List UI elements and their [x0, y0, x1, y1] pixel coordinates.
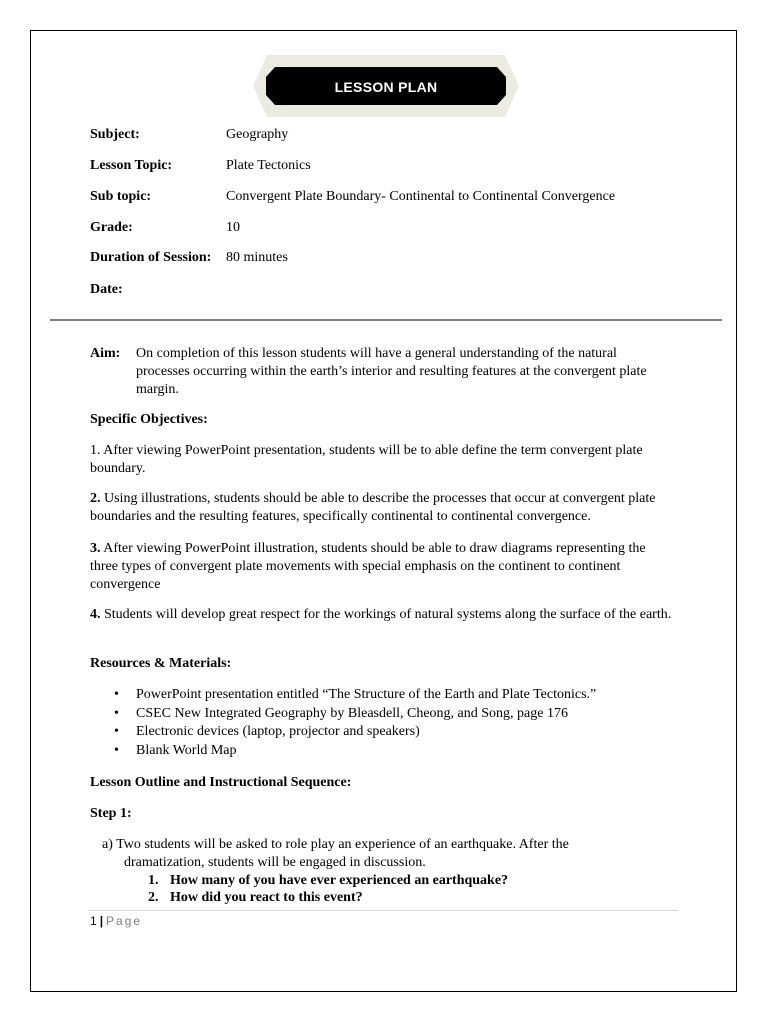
objective-text: After viewing PowerPoint illustration, students should be able to draw diagrams representing the three types of convergent plate movements with special emphasis on the continent to continent convergence	[90, 541, 646, 592]
resource-text: PowerPoint presentation entitled “The Structure of the Earth and Plate Tectonics.”	[136, 687, 597, 702]
question-text: How did you react to this event?	[170, 890, 363, 905]
step-label: Step 1:	[90, 806, 132, 821]
aim-label: Aim:	[90, 346, 121, 361]
question-item	[148, 872, 508, 890]
page-title: LESSON PLAN	[334, 79, 438, 95]
resource-text: Electronic devices (laptop, projector and speakers)	[136, 724, 420, 739]
meta-label: Subject:	[90, 127, 140, 142]
footer-separator: |	[99, 914, 104, 928]
step-a-marker: a)	[102, 837, 113, 852]
objective-number: 3.	[90, 541, 101, 556]
meta-value: Geography	[226, 127, 289, 142]
meta-label: Duration of Session:	[90, 250, 212, 265]
meta-value: Convergent Plate Boundary- Continental to Continental Convergence	[226, 189, 616, 204]
page-number: 1	[90, 914, 97, 928]
section-divider	[50, 319, 722, 321]
step-a-text-line2: dramatization, students will be engaged in discussion.	[124, 855, 426, 870]
meta-value: 10	[226, 220, 240, 235]
footer-divider	[88, 910, 678, 911]
meta-value: Plate Tectonics	[226, 158, 311, 173]
objective-text: Using illustrations, students should be able to describe the processes that occur at convergent plate boundaries and the resulting features, specifically continental to continental convergence.	[90, 491, 656, 524]
aim-text: On completion of this lesson students will have a general understanding of the natural processes occurring within the earth’s interior and resulting features at the convergent plate margin.	[136, 346, 647, 397]
question-text: How many of you have ever experienced an earthquake?	[170, 873, 509, 888]
bullet-icon: •	[114, 705, 119, 721]
objective-item	[90, 606, 672, 624]
objective-item	[90, 540, 672, 594]
bullet-icon: •	[114, 724, 119, 739]
meta-value: 80 minutes	[226, 250, 288, 265]
step-a-text-line1: Two students will be asked to role play an experience of an earthquake. After the	[116, 837, 569, 852]
list-item	[90, 723, 670, 742]
meta-label: Lesson Topic:	[90, 158, 173, 173]
resource-text: Blank World Map	[136, 742, 237, 758]
objective-item	[90, 442, 672, 478]
list-item	[90, 686, 670, 705]
objective-number: 2.	[90, 491, 101, 506]
objective-text: Students will develop great respect for the workings of natural systems along the surface of the earth.	[104, 607, 672, 622]
meta-label: Date:	[90, 282, 123, 297]
list-item	[90, 742, 670, 761]
page-word: Page	[106, 914, 143, 928]
meta-label: Sub topic:	[90, 189, 152, 204]
objective-number: 4.	[90, 607, 101, 622]
question-number: 1.	[148, 873, 159, 888]
objective-text: After viewing PowerPoint presentation, students will be to able define the term convergent plate boundary.	[90, 443, 643, 476]
resource-text: CSEC New Integrated Geography by Bleasdell, Cheong, and Song, page 176	[136, 705, 568, 721]
objective-number: 1.	[90, 443, 101, 458]
list-item	[90, 705, 670, 724]
objective-item	[90, 490, 672, 526]
outline-heading: Lesson Outline and Instructional Sequence:	[90, 775, 352, 790]
page-footer	[90, 912, 142, 930]
question-number: 2.	[148, 890, 159, 905]
meta-label: Grade:	[90, 220, 133, 235]
question-item	[148, 889, 363, 907]
title-banner	[253, 55, 519, 117]
objectives-heading: Specific Objectives:	[90, 412, 208, 427]
resources-list	[90, 686, 670, 760]
bullet-icon: •	[114, 687, 119, 702]
bullet-icon: •	[114, 742, 119, 758]
step-a-item	[102, 836, 662, 872]
resources-heading: Resources & Materials:	[90, 656, 232, 671]
